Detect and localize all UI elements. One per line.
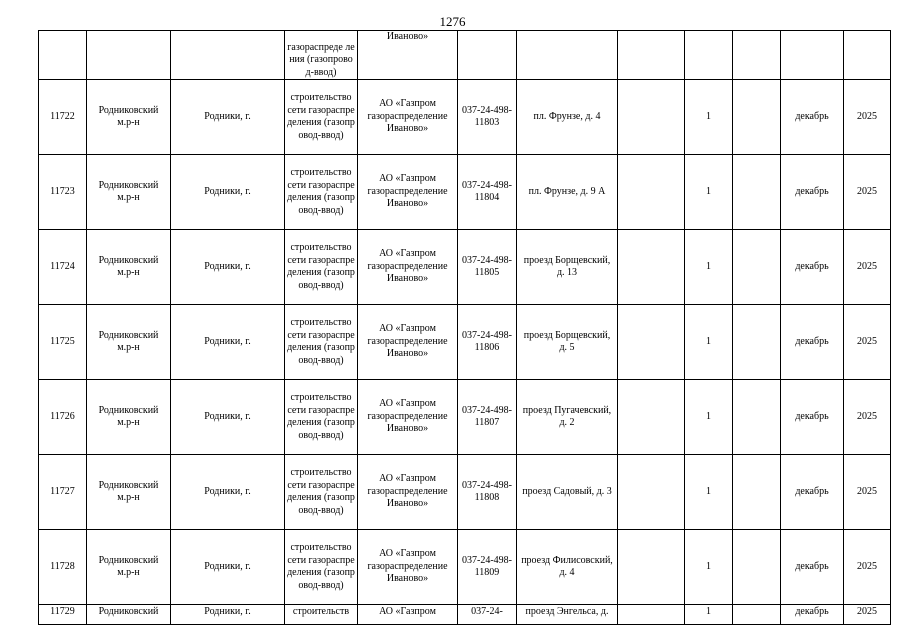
cell-code: 037-24-498-11807 [458,380,517,455]
cell-code: 037-24-498-11804 [458,155,517,230]
cell-organization: АО «Газпром газораспределение Иваново» [358,530,458,605]
cell-work-type: строительство сети газораспределения (газопровод-ввод) [285,380,358,455]
cell-quantity: 1 [685,230,733,305]
cell-organization: Иваново» [358,31,458,80]
cell-number [39,31,87,80]
cell-code: 037-24-498-11806 [458,305,517,380]
cell-district: Родниковский [87,605,171,625]
cell-number: 11728 [39,530,87,605]
cell-district: Родниковский м.р-н [87,305,171,380]
cell-work-type: строительство сети газораспределения (газопровод-ввод) [285,455,358,530]
cell-organization: АО «Газпром газораспределение Иваново» [358,305,458,380]
cell-organization: АО «Газпром газораспределение Иваново» [358,380,458,455]
table-row [39,605,891,625]
cell-district: Родниковский м.р-н [87,230,171,305]
cell-number: 11725 [39,305,87,380]
cell-quantity: 1 [685,455,733,530]
cell-work-type: газораспреде ления (газопровод-ввод) [285,31,358,80]
cell-empty [733,305,781,380]
cell-year: 2025 [844,305,891,380]
cell-month: декабрь [781,305,844,380]
cell-year: 2025 [844,80,891,155]
cell-address: проезд Борщевский, д. 5 [517,305,618,380]
cell-empty [618,305,685,380]
cell-year: 2025 [844,605,891,625]
cell-work-type: строительство сети газораспределения (газопровод-ввод) [285,80,358,155]
cell-month [781,31,844,80]
table-row [39,305,891,380]
table-row [39,455,891,530]
cell-year: 2025 [844,455,891,530]
cell-empty [618,155,685,230]
cell-work-type: строительство сети газораспределения (газопровод-ввод) [285,155,358,230]
cell-address: проезд Филисовский, д. 4 [517,530,618,605]
cell-empty [618,31,685,80]
table-row [39,380,891,455]
register-table [38,30,891,625]
cell-number: 11729 [39,605,87,625]
cell-address: проезд Борщевский, д. 13 [517,230,618,305]
cell-organization: АО «Газпром газораспределение Иваново» [358,455,458,530]
cell-month: декабрь [781,605,844,625]
cell-work-type: строительство сети газораспределения (газопровод-ввод) [285,530,358,605]
cell-year [844,31,891,80]
cell-work-type: строительств [285,605,358,625]
cell-number: 11724 [39,230,87,305]
table-row-continued [39,31,891,80]
cell-empty [618,530,685,605]
table-row [39,530,891,605]
cell-locality: Родники, г. [171,155,285,230]
cell-code: 037-24-498-11809 [458,530,517,605]
cell-address: пл. Фрунзе, д. 9 А [517,155,618,230]
cell-locality: Родники, г. [171,530,285,605]
table-row [39,155,891,230]
cell-empty [733,155,781,230]
cell-locality [171,31,285,80]
cell-locality: Родники, г. [171,230,285,305]
cell-work-type: строительство сети газораспределения (газопровод-ввод) [285,305,358,380]
cell-year: 2025 [844,380,891,455]
cell-code [458,31,517,80]
cell-address: проезд Садовый, д. 3 [517,455,618,530]
cell-code: 037-24-498-11805 [458,230,517,305]
cell-empty [733,530,781,605]
table-row [39,230,891,305]
cell-code: 037-24-498-11808 [458,455,517,530]
cell-work-type: строительство сети газораспределения (газопровод-ввод) [285,230,358,305]
cell-district: Родниковский м.р-н [87,155,171,230]
cell-locality: Родники, г. [171,605,285,625]
cell-month: декабрь [781,380,844,455]
cell-locality: Родники, г. [171,80,285,155]
cell-empty [733,31,781,80]
cell-organization: АО «Газпром газораспределение Иваново» [358,155,458,230]
table-row [39,80,891,155]
cell-code: 037-24- [458,605,517,625]
cell-month: декабрь [781,455,844,530]
cell-district [87,31,171,80]
cell-organization: АО «Газпром [358,605,458,625]
cell-empty [733,605,781,625]
cell-locality: Родники, г. [171,455,285,530]
cell-year: 2025 [844,230,891,305]
cell-empty [618,230,685,305]
cell-quantity: 1 [685,380,733,455]
cell-number: 11723 [39,155,87,230]
cell-number: 11727 [39,455,87,530]
cell-quantity: 1 [685,605,733,625]
cell-empty [618,380,685,455]
cell-month: декабрь [781,530,844,605]
cell-empty [733,230,781,305]
cell-district: Родниковский м.р-н [87,80,171,155]
cell-address: пл. Фрунзе, д. 4 [517,80,618,155]
cell-empty [618,605,685,625]
cell-locality: Родники, г. [171,305,285,380]
cell-month: декабрь [781,80,844,155]
cell-empty [618,80,685,155]
cell-district: Родниковский м.р-н [87,455,171,530]
cell-quantity: 1 [685,80,733,155]
cell-locality: Родники, г. [171,380,285,455]
cell-address: проезд Пугачевский, д. 2 [517,380,618,455]
cell-district: Родниковский м.р-н [87,530,171,605]
cell-quantity: 1 [685,305,733,380]
cell-address: проезд Энгельса, д. [517,605,618,625]
cell-organization: АО «Газпром газораспределение Иваново» [358,80,458,155]
cell-district: Родниковский м.р-н [87,380,171,455]
cell-year: 2025 [844,530,891,605]
cell-empty [733,455,781,530]
cell-empty [733,380,781,455]
cell-number: 11722 [39,80,87,155]
cell-code: 037-24-498-11803 [458,80,517,155]
cell-month: декабрь [781,155,844,230]
cell-year: 2025 [844,155,891,230]
cell-number: 11726 [39,380,87,455]
cell-quantity: 1 [685,530,733,605]
cell-address [517,31,618,80]
cell-quantity: 1 [685,155,733,230]
cell-empty [733,80,781,155]
page-number: 1276 [439,14,466,29]
cell-month: декабрь [781,230,844,305]
cell-organization: АО «Газпром газораспределение Иваново» [358,230,458,305]
cell-empty [618,455,685,530]
cell-quantity [685,31,733,80]
